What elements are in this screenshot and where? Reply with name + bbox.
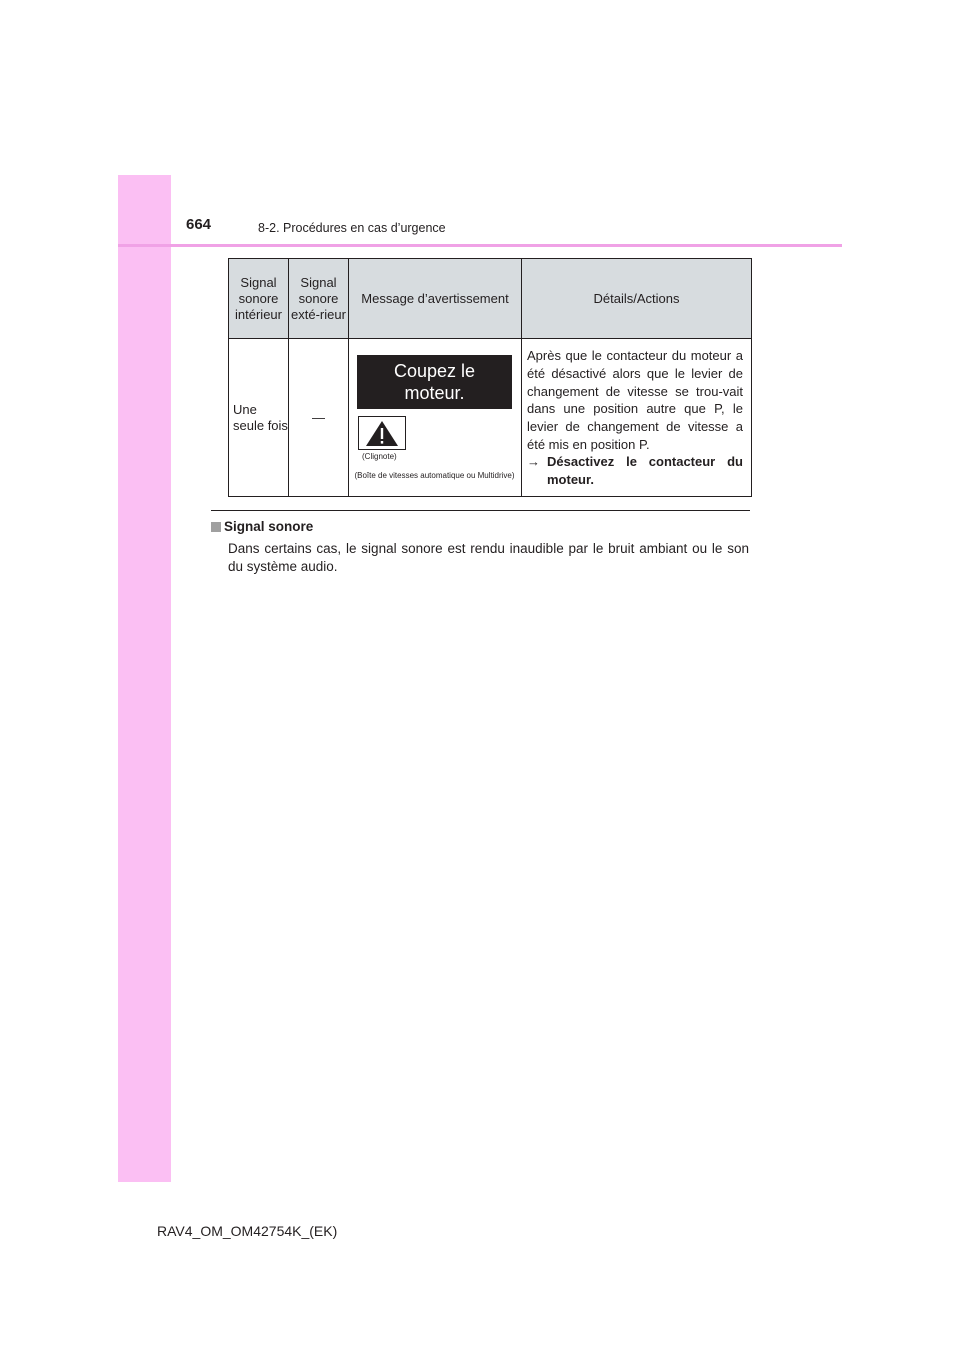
warning-table xyxy=(228,258,752,497)
side-tab-band xyxy=(118,175,171,1182)
warning-triangle-icon xyxy=(358,416,406,450)
flash-note: (Clignote) xyxy=(362,452,397,461)
header-details-actions: Détails/Actions xyxy=(522,259,752,339)
cell-exterior-buzzer xyxy=(289,339,349,497)
arrow-icon: → xyxy=(527,454,540,470)
table-header-row xyxy=(229,259,752,339)
screen-message-line2: moteur. xyxy=(404,383,465,403)
section-title: 8-2. Procédures en cas d’urgence xyxy=(258,221,446,235)
multi-info-display xyxy=(357,355,512,409)
screen-message-line1: Coupez le xyxy=(393,361,476,381)
bullet-square-icon xyxy=(211,522,221,532)
cell-details-actions xyxy=(522,339,752,497)
note-body: Dans certains cas, le signal sonore est rendu inaudible par le bruit ambiant ou le son du système audio. xyxy=(228,541,749,574)
header-warning-message: Message d’avertissement xyxy=(349,259,522,339)
header-interior-buzzer: Signal sonore intérieur xyxy=(229,259,289,339)
note-divider xyxy=(211,510,750,511)
transmission-note: (Boîte de vitesses automatique ou Multidrive) xyxy=(354,471,515,480)
action-text: Désactivez le contacteur du moteur. xyxy=(547,454,743,488)
header-rule xyxy=(118,244,842,247)
table-row xyxy=(229,339,752,497)
action-line xyxy=(527,453,743,488)
cell-warning-message xyxy=(349,339,522,497)
footer-document-code: RAV4_OM_OM42754K_(EK) xyxy=(157,1223,338,1239)
note-heading: Signal sonore xyxy=(224,519,314,534)
exterior-buzzer-value: — xyxy=(312,409,325,425)
header-exterior-buzzer: Signal sonore exté-rieur xyxy=(289,259,349,339)
details-text: Après que le contacteur du moteur a été désactivé alors que le levier de changement de vitesse se trou-vait dans une position autre que P, le levier de changement de vitesse a été mis en position P. xyxy=(527,348,743,452)
page-number: 664 xyxy=(186,216,212,233)
interior-buzzer-value: Une seule fois xyxy=(233,401,288,433)
cell-interior-buzzer xyxy=(229,339,289,497)
